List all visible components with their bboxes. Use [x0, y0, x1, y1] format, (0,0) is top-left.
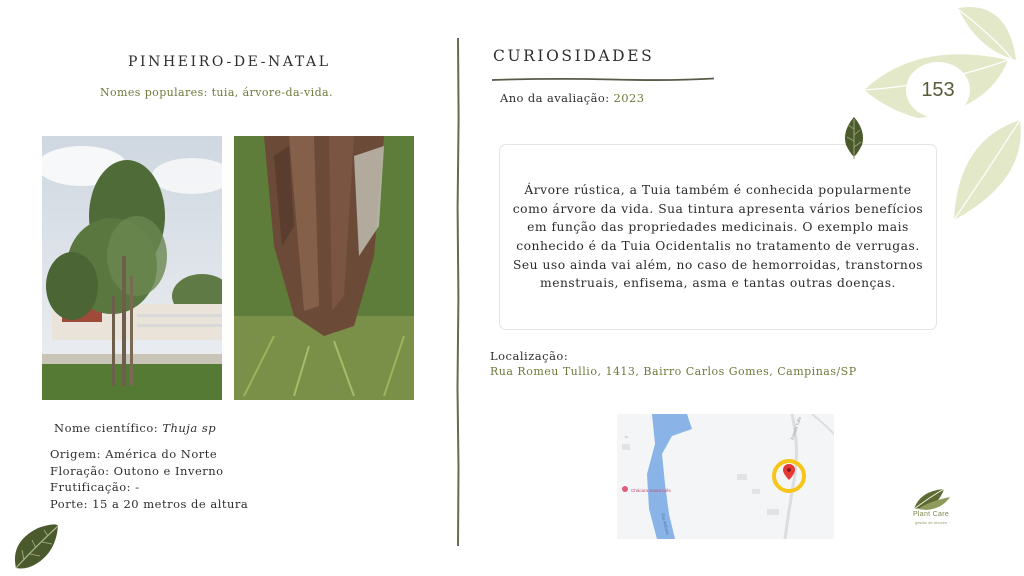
brand-tagline: gestão de árvores — [914, 520, 948, 525]
map-road-label: Estrada Tullio — [789, 415, 803, 441]
size-fact: Porte: 15 a 20 metros de altura — [50, 496, 249, 511]
brand-name: Plant Care — [912, 511, 950, 518]
evaluation-year — [500, 91, 644, 105]
map-river-label: Rio Atibaia — [660, 512, 671, 536]
scientific-name — [54, 421, 216, 435]
description-text: Árvore rústica, a Tuia também é conhecida popularmente como árvore da vida. Sua tintura apresenta vários benefícios em função das propriedades medicinais. O exemplo mais conhecido é da Tuia Ocidentalis no tratamento de verrugas. Seu uso ainda vai além, no caso de hemorroidas, transtornos menstruais, enfisema, asma e tantas outras doenças. — [512, 183, 924, 291]
origin-fact: Origem: América do Norte — [50, 447, 218, 461]
section-title: CURIOSIDADES — [493, 47, 655, 65]
title-underline — [492, 68, 714, 76]
scientific-value: Thuja sp — [162, 421, 217, 435]
page-title: PINHEIRO-DE-NATAL — [128, 54, 331, 70]
facts-list — [50, 446, 248, 512]
vertical-divider — [456, 38, 460, 546]
location-label: Localização: — [490, 349, 569, 363]
evaluation-label: Ano da avaliação: — [500, 91, 610, 105]
corner-leaf-icon — [10, 522, 60, 572]
flowering-fact: Floração: Outono e Inverno — [50, 463, 224, 478]
page-number: 153 — [906, 62, 970, 118]
small-leaf-icon — [844, 117, 864, 159]
map-place-label: Chácara Santa Inês — [631, 488, 671, 493]
popular-names: Nomes populares: tuia, árvore-da-vida. — [100, 86, 333, 99]
location-map[interactable] — [617, 414, 834, 539]
fruiting-fact: Frutificação: - — [50, 480, 140, 494]
evaluation-value: 2023 — [613, 91, 645, 105]
svg-text:••: •• — [625, 434, 628, 439]
tree-photo — [42, 136, 222, 400]
scientific-label: Nome científico: — [54, 421, 159, 435]
location-address: Rua Romeu Tullio, 1413, Bairro Carlos Gomes, Campinas/SP — [490, 365, 857, 378]
trunk-photo — [234, 136, 414, 400]
